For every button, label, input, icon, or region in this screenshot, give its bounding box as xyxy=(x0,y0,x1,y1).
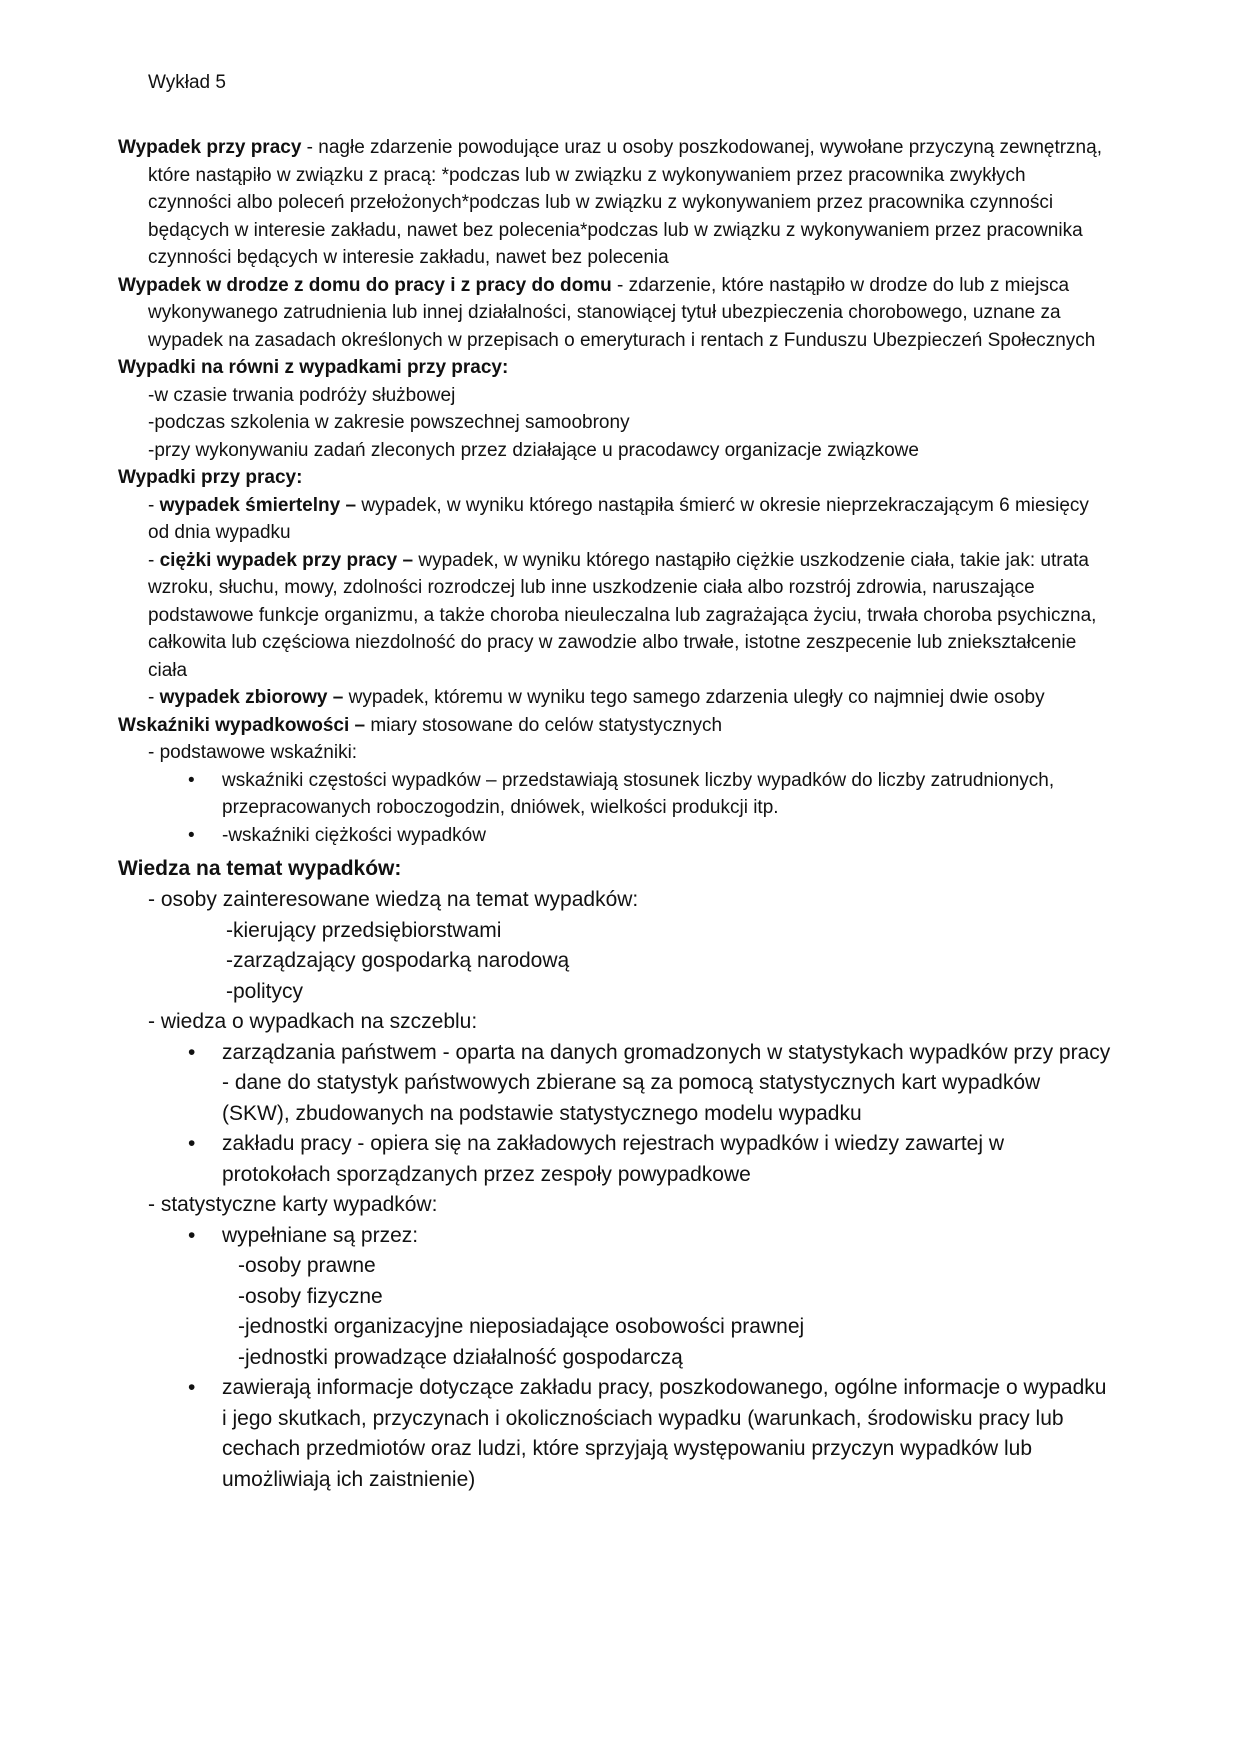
list-item: -w czasie trwania podróży służbowej xyxy=(148,384,456,406)
bullet-icon: • xyxy=(188,1376,196,1399)
definition-text: - zdarzenie, które nastąpiło w drodze do lub z miejsca wykonywanego zatrudnienia lub innej działalności, stanowiącej tytuł ubezpieczenia chorobowego, uznane za wypadek na zasadach określonych w przepisach o emeryturach i rentach z Funduszu Ubezpieczeń Społecznych xyxy=(148,274,1096,351)
item-text: wypadek, w wyniku którego nastąpiło ciężkie uszkodzenie ciała, takie jak: utrata wzroku, słuchu, mowy, zdolności rozrodczej lub inne uszkodzenie ciała albo rozstrój zdrowia, naruszające podstawowe funkcje organizmu, a także choroba nieuleczalna lub zagrażająca życiu, trwała choroba psychiczna, całkowita lub częściowa niezdolność do pracy w zawodzie albo trwałe, istotne zeszpecenie lub zniekształcenie ciała xyxy=(148,549,1097,681)
sub-heading: - podstawowe wskaźniki: xyxy=(148,742,358,763)
bullet-text: zarządzania państwem - oparta na danych gromadzonych w statystykach wypadków przy pracy - dane do statystyk państwowych zbierane są za pomocą statystycznych kart wypadków (SKW), zbudowanych na podstawie statystycznego modelu wypadku xyxy=(222,1040,1111,1125)
list-item xyxy=(118,492,1111,547)
page-title: Wykład 5 xyxy=(148,72,226,93)
sub-heading: - statystyczne karty wypadków: xyxy=(148,1193,438,1216)
list-item: -zarządzający gospodarką narodową xyxy=(226,949,570,972)
bullet-item xyxy=(118,1221,1111,1252)
definition-wypadek-przy-pracy xyxy=(118,134,1111,272)
definition-text: - nagłe zdarzenie powodujące uraz u osoby poszkodowanej, wywołane przyczyną zewnętrzną, które nastąpiło w związku z pracą: *podczas lub w związku z wykonywaniem przez pracownika zwykłych czynności albo poleceń przełożonych*podczas lub w związku z wykonywaniem przez pracownika czynności będących w interesie zakładu, nawet bez polecenia*podczas lub w związku z wykonywaniem przez pracownika czynności będących w interesie zakładu, nawet bez polecenia xyxy=(148,137,1102,268)
list-item: -osoby fizyczne xyxy=(238,1284,383,1308)
bullet-item xyxy=(118,1038,1111,1130)
item-text: wypadek, w wyniku którego nastąpiła śmierć w okresie nieprzekraczającym 6 miesięcy od dnia wypadku xyxy=(148,494,1089,543)
list-item: -podczas szkolenia w zakresie powszechnej samoobrony xyxy=(148,412,630,433)
list-item: -jednostki prowadzące działalność gospodarczą xyxy=(238,1345,683,1369)
term: Wypadek przy pracy xyxy=(118,137,302,158)
bullet-text: zawierają informacje dotyczące zakładu pracy, poszkodowanego, ogólne informacje o wypadku i jego skutkach, przyczynach i okolicznościach wypadku (warunkach, środowisku pracy lub cechach przedmiotów oraz ludzi, które sprzyjają występowaniu przyczyn wypadków lub umożliwiają ich zaistnienie) xyxy=(222,1376,1107,1491)
item-prefix: - xyxy=(148,494,160,516)
bullet-text: wskaźniki częstości wypadków – przedstawiają stosunek liczby wypadków do liczby zatrudnionych, przepracowanych roboczogodzin, dniówek, wielkości produkcji itp. xyxy=(222,769,1055,818)
list-item: -jednostki organizacyjne nieposiadające osobowości prawnej xyxy=(238,1315,805,1338)
section-wskazniki xyxy=(118,712,1111,850)
bullet-text: zakładu pracy - opiera się na zakładowych rejestrach wypadków i wiedzy zawartej w protokołach sporządzanych przez zespoły powypadkowe xyxy=(222,1132,1005,1186)
section-wiedza xyxy=(118,853,1111,1495)
term: wypadek śmiertelny – xyxy=(159,494,357,516)
bullet-icon: • xyxy=(188,769,195,791)
bullet-icon: • xyxy=(188,1040,196,1064)
term: wypadek zbiorowy – xyxy=(159,687,344,708)
list-item xyxy=(118,684,1111,712)
sub-heading: - wiedza o wypadkach na szczeblu: xyxy=(148,1010,478,1033)
bullet-icon: • xyxy=(188,824,195,846)
section-wypadki-przy-pracy xyxy=(118,464,1111,712)
section-na-rowni xyxy=(118,354,1111,464)
sub-heading: - osoby zainteresowane wiedzą na temat wypadków: xyxy=(148,888,639,911)
list-item: -kierujący przedsiębiorstwami xyxy=(226,918,502,942)
term: Wypadek w drodze z domu do pracy i z pracy do domu xyxy=(118,274,612,296)
bullet-item xyxy=(118,822,1111,850)
bullet-text: wypełniane są przez: xyxy=(222,1223,419,1247)
bullet-item xyxy=(118,767,1111,822)
item-prefix: - xyxy=(148,549,160,571)
bullet-icon: • xyxy=(188,1223,196,1247)
list-item: -przy wykonywaniu zadań zleconych przez działające u pracodawcy organizacje związkowe xyxy=(148,439,919,461)
bullet-icon: • xyxy=(188,1132,196,1155)
term: ciężki wypadek przy pracy – xyxy=(159,549,414,571)
list-item xyxy=(118,547,1111,685)
term: Wskaźniki wypadkowości – xyxy=(118,714,366,736)
item-prefix: - xyxy=(148,687,160,708)
bullet-text: -wskaźniki ciężkości wypadków xyxy=(222,824,486,846)
item-text: wypadek, któremu w wyniku tego samego zdarzenia uległy co najmniej dwie osoby xyxy=(343,687,1045,708)
section-heading: Wypadki przy pracy: xyxy=(118,467,303,488)
definition-wypadek-w-drodze xyxy=(118,272,1111,355)
section-heading: Wypadki na równi z wypadkami przy pracy: xyxy=(118,357,509,378)
bullet-item xyxy=(118,1373,1111,1495)
definition-text: miary stosowane do celów statystycznych xyxy=(365,714,723,736)
list-item: -politycy xyxy=(226,979,304,1003)
bullet-item xyxy=(118,1129,1111,1190)
list-item: -osoby prawne xyxy=(238,1254,376,1277)
section-heading: Wiedza na temat wypadków: xyxy=(118,857,402,880)
